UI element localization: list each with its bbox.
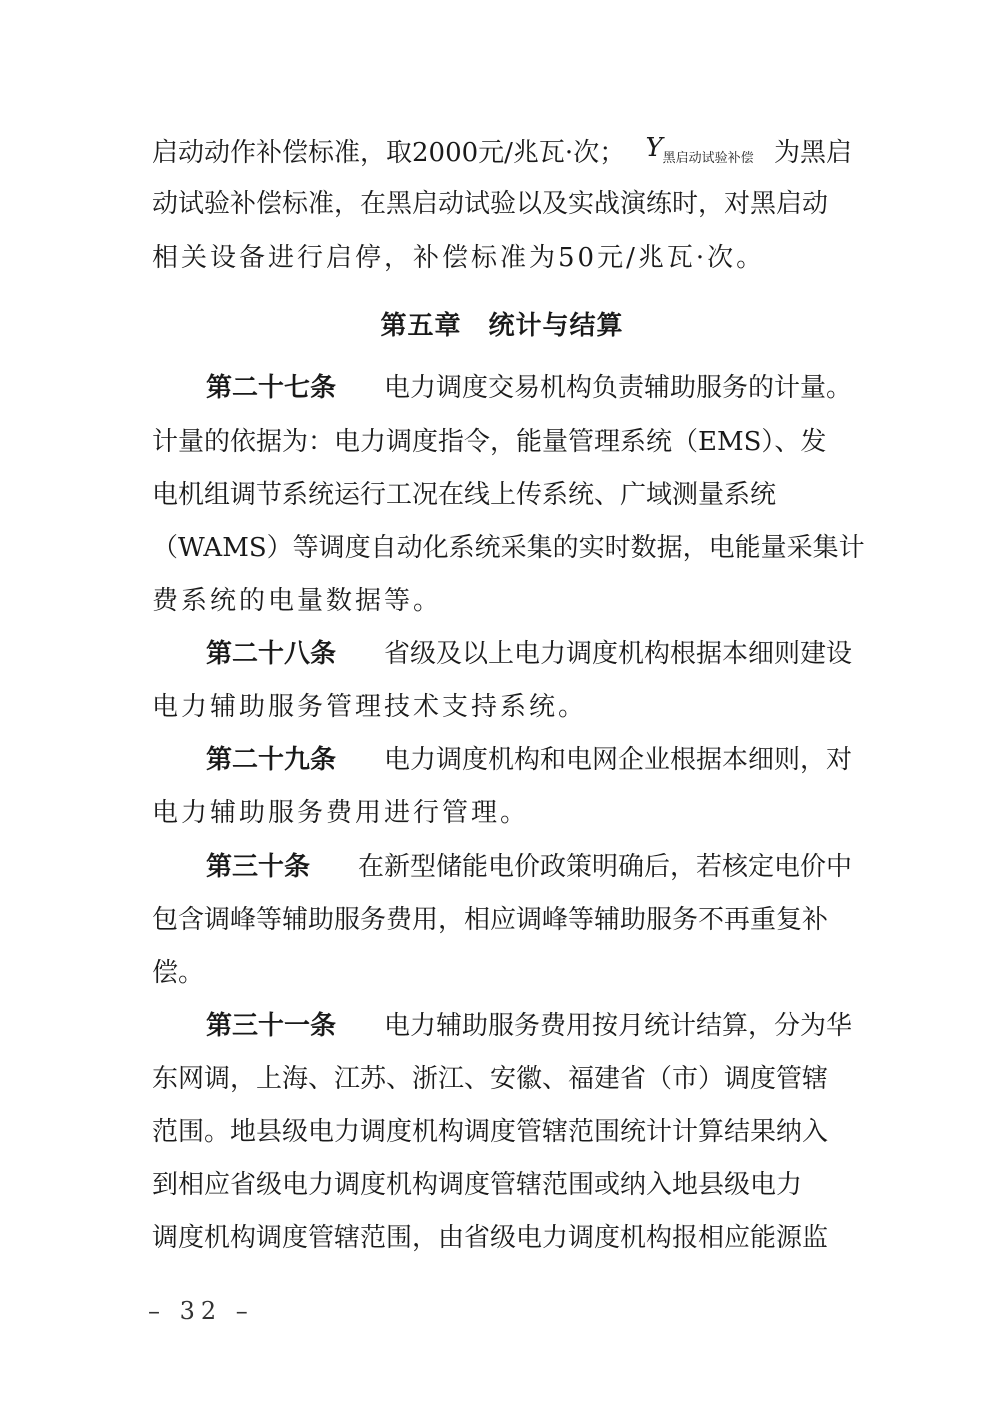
article-title: 第二十九条 — [206, 745, 337, 775]
text-segment: 启动动作补偿标准，取2000元/兆瓦·次； — [152, 138, 626, 168]
text-segment: 电力调度机构和电网企业根据本细则，对 — [383, 745, 852, 775]
paragraph-line: （WAMS）等调度自动化系统采集的实时数据，电能量采集计 — [152, 533, 865, 563]
text-segment: 在新型储能电价政策明确后，若核定电价中 — [357, 852, 852, 882]
page-number: – 32 – — [148, 1297, 254, 1325]
article-first-line — [206, 847, 852, 887]
paragraph-line: 电力辅助服务管理技术支持系统。 — [152, 692, 588, 722]
paragraph-line: 到相应省级电力调度机构调度管辖范围或纳入地县级电力 — [152, 1170, 803, 1200]
article-title: 第三十条 — [206, 852, 311, 882]
text-segment: $Y_{黑启动试验补偿}$ — [645, 132, 754, 166]
article-first-line — [206, 1006, 852, 1046]
paragraph-line: 包含调峰等辅助服务费用，相应调峰等辅助服务不再重复补 — [152, 905, 829, 935]
paragraph-line: 计量的依据为：电力调度指令，能量管理系统（EMS）、发 — [152, 427, 827, 457]
paragraph-line: 电机组调节系统运行工况在线上传系统、广域测量系统 — [152, 480, 777, 510]
text-segment: 电力调度交易机构负责辅助服务的计量。 — [383, 373, 852, 403]
text-segment: 电力辅助服务费用按月统计结算，分为华 — [383, 1011, 852, 1041]
paragraph-line: 偿。 — [152, 958, 205, 988]
paragraph-line: 相关设备进行启停，补偿标准为50元/兆瓦·次。 — [152, 243, 766, 273]
paragraph-line: 东网调，上海、江苏、浙江、安徽、福建省（市）调度管辖 — [152, 1064, 829, 1094]
article-first-line — [206, 634, 852, 674]
text-segment: 省级及以上电力调度机构根据本细则建设 — [383, 639, 852, 669]
article-first-line — [206, 368, 852, 408]
article-title: 第三十一条 — [206, 1011, 337, 1041]
article-title: 第二十八条 — [206, 639, 337, 669]
article-title: 第二十七条 — [206, 373, 337, 403]
paragraph-line: 调度机构调度管辖范围，由省级电力调度机构报相应能源监 — [152, 1223, 829, 1253]
article-first-line — [206, 740, 852, 780]
paragraph-line — [152, 133, 852, 173]
paragraph-line: 动试验补偿标准，在黑启动试验以及实战演练时，对黑启动 — [152, 189, 829, 219]
paragraph-line: 范围。地县级电力调度机构调度管辖范围统计计算结果纳入 — [152, 1117, 829, 1147]
chapter-heading: 第五章 统计与结算 — [380, 311, 624, 341]
paragraph-line: 费系统的电量数据等。 — [152, 586, 443, 616]
paragraph-line: 电力辅助服务费用进行管理。 — [152, 798, 530, 828]
text-segment: 为黑启 — [773, 138, 852, 168]
